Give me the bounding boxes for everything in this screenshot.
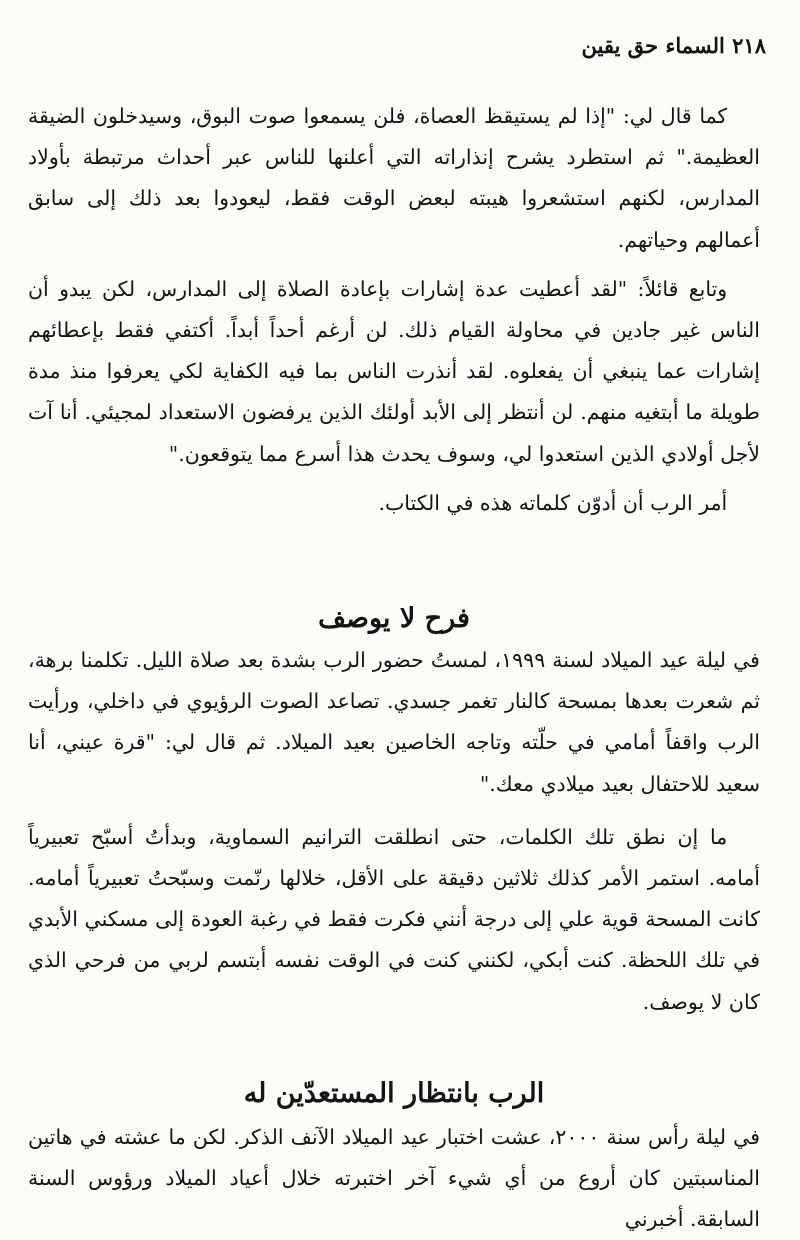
paragraph: في ليلة عيد الميلاد لسنة ١٩٩٩، لمستُ حضور الرب بشدة بعد صلاة الليل. تكلمنا برهة، ثم شعرت بعدها بمسحة كالنار تغمر جسدي. تصاعد الصوت الرؤيوي في داخلي، ورأيت الرب واقفاً أمامي في حلّته وتاجه الخاصين بعيد الميلاد. ثم قال لي: "قرة عيني، أنا سعيد للاحتفال بعيد ميلادي معك." xyxy=(28,648,760,796)
section-heading: الرب بانتظار المستعدّين له xyxy=(243,1077,545,1109)
paragraph: أمر الرب أن أدوّن كلماته هذه في الكتاب. xyxy=(378,490,728,515)
paragraph: وتابع قائلاً: "لقد أعطيت عدة إشارات بإعادة الصلاة إلى المدارس، لكن يبدو أن الناس غير جادين في محاولة القيام ذلك. لن أرغم أحداً أبداً. أكتفي فقط بإعطائهم إشارات عما ينبغي أن يفعلوه. لقد أنذرت الناس بما فيه الكفاية لكي يعرفوا منذ مدة طويلة ما أبتغيه منهم. لن أنتظر إلى الأبد أولئك الذين يرفضون الاستعداد لمجيئي. أنا آت لأجل أولادي الذين استعدوا لي، وسوف يحدث هذا أسرع مما يتوقعون." xyxy=(28,276,760,466)
paragraph: في ليلة رأس سنة ٢٠٠٠، عشت اختبار عيد الميلاد الآنف الذكر. لكن ما عشته في هاتين المناسبتين كان أروع من أي شيء آخر اختبرته خلال أعياد الميلاد ورؤوس السنة السابقة. أخبرني xyxy=(28,1124,760,1232)
page-number: ٢١٨ xyxy=(732,33,766,58)
paragraph: ما إن نطق تلك الكلمات، حتى انطلقت الترانيم السماوية، وبدأتُ أسبّح تعبيرياً أمامه. استمر الأمر كذلك ثلاثين دقيقة على الأقل، خلالها رنّمت وسبّحتُ تعبيرياً أمامه. كانت المسحة قوية علي إلى درجة أنني فكرت فقط في رغبة العودة إلى مسكني الأبدي في تلك اللحظة. كنت أبكي، لكنني كنت في الوقت نفسه أبتسم لربي من فرحي الذي كان لا يوصف. xyxy=(28,824,760,1014)
paragraph: كما قال لي: "إذا لم يستيقظ العصاة، فلن يسمعوا صوت البوق، وسيدخلون الضيقة العظيمة." ثم استطرد يشرح إنذاراته التي أعلنها للناس عبر أحداث مرتبطة بأولاد المدارس، لكنهم استشعروا هيبته لبعض الوقت فقط، ليعودوا بعد ذلك إلى سابق أعمالهم وحياتهم. xyxy=(28,104,760,252)
page-header xyxy=(34,34,766,58)
section-heading: فرح لا يوصف xyxy=(318,603,470,635)
running-title: السماء حق يقين xyxy=(581,33,725,58)
page-body xyxy=(28,96,760,1240)
